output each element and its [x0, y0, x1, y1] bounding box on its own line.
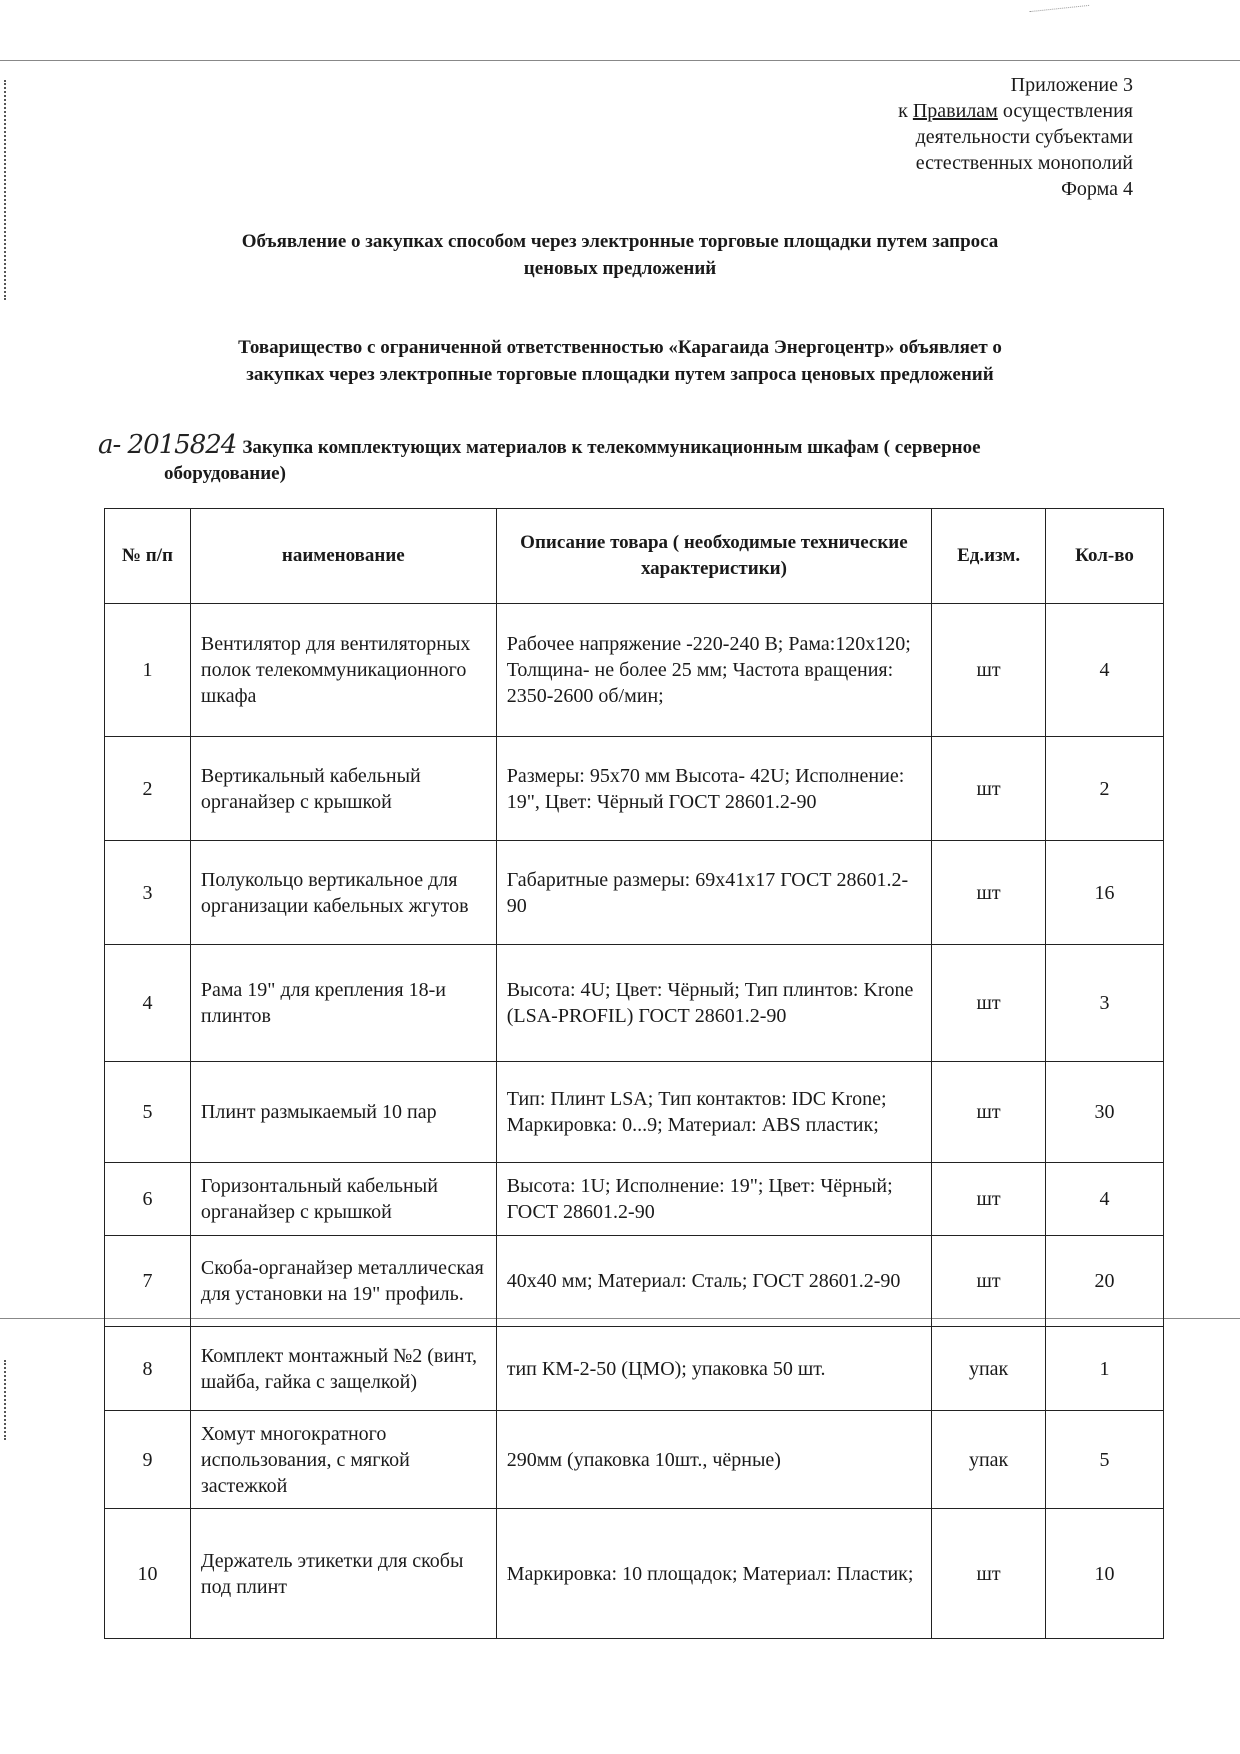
row-desc: Высота: 1U; Исполнение: 19"; Цвет: Чёрный; ГОСТ 28601.2-90	[496, 1163, 931, 1236]
row-unit: шт	[932, 604, 1046, 737]
lot-heading	[98, 432, 1138, 487]
document-title: Объявление о закупках способом через электронные торговые площадки путем запроса ценовых предложений	[241, 231, 999, 279]
row-num: 9	[105, 1411, 191, 1509]
row-num: 6	[105, 1163, 191, 1236]
table-row	[105, 1509, 1164, 1639]
row-num: 1	[105, 604, 191, 737]
table-row	[105, 945, 1164, 1062]
appendix-line-4: естественных монополий	[915, 152, 1133, 174]
row-name: Хомут многократного использования, с мягкой застежкой	[190, 1411, 496, 1509]
table-row	[105, 1236, 1164, 1327]
row-qty: 3	[1046, 945, 1164, 1062]
row-unit: шт	[932, 1163, 1046, 1236]
row-desc: тип КМ-2-50 (ЦМО); упаковка 50 шт.	[496, 1327, 931, 1411]
row-unit: упак	[932, 1411, 1046, 1509]
header-qty: Кол-во	[1046, 509, 1164, 604]
table-row	[105, 1327, 1164, 1411]
row-desc: Маркировка: 10 площадок; Материал: Пластик;	[496, 1509, 931, 1639]
row-num: 8	[105, 1327, 191, 1411]
header-num: № п/п	[105, 509, 191, 604]
row-desc: Тип: Плинт LSA; Тип контактов: IDC Krone; Маркировка: 0...9; Материал: ABS пластик;	[496, 1062, 931, 1163]
header-desc: Описание товара ( необходимые технические характеристики)	[496, 509, 931, 604]
form-number: Форма 4	[1061, 178, 1133, 200]
table-row	[105, 841, 1164, 945]
row-name: Вентилятор для вентиляторных полок телекоммуникационного шкафа	[190, 604, 496, 737]
header-name: наименование	[190, 509, 496, 604]
row-qty: 4	[1046, 604, 1164, 737]
row-name: Горизонтальный кабельный органайзер с крышкой	[190, 1163, 496, 1236]
table-row	[105, 1411, 1164, 1509]
lot-text-continued: оборудование)	[164, 463, 286, 484]
row-desc: Габаритные размеры: 69х41х17 ГОСТ 28601.2-90	[496, 841, 931, 945]
row-qty: 20	[1046, 1236, 1164, 1327]
row-desc: Высота: 4U; Цвет: Чёрный; Тип плинтов: Krone (LSA-PROFIL) ГОСТ 28601.2-90	[496, 945, 931, 1062]
table-row	[105, 604, 1164, 737]
row-num: 7	[105, 1236, 191, 1327]
table-header-row	[105, 509, 1164, 604]
row-qty: 10	[1046, 1509, 1164, 1639]
announcer-statement: Товарищество с ограниченной ответственностью «Карагаида Энергоцентр» объявляет о закупках через электропные торговые площадки путем запроса ценовых предложений	[238, 337, 1002, 385]
appendix-block	[898, 72, 1133, 202]
row-qty: 30	[1046, 1062, 1164, 1163]
row-unit: шт	[932, 945, 1046, 1062]
row-num: 4	[105, 945, 191, 1062]
scan-top-line	[0, 60, 1240, 61]
row-name: Держатель этикетки для скобы под плинт	[190, 1509, 496, 1639]
table-row	[105, 1163, 1164, 1236]
row-qty: 2	[1046, 737, 1164, 841]
row-qty: 1	[1046, 1327, 1164, 1411]
row-num: 2	[105, 737, 191, 841]
row-num: 10	[105, 1509, 191, 1639]
handwritten-lot-number: а- 2015824	[98, 430, 237, 460]
row-desc: 40х40 мм; Материал: Сталь; ГОСТ 28601.2-90	[496, 1236, 931, 1327]
scan-margin-marks	[4, 80, 12, 300]
row-num: 3	[105, 841, 191, 945]
items-table	[104, 508, 1164, 1639]
row-num: 5	[105, 1062, 191, 1163]
row-name: Комплект монтажный №2 (винт, шайба, гайка с защелкой)	[190, 1327, 496, 1411]
row-name: Рама 19" для крепления 18-и плинтов	[190, 945, 496, 1062]
scan-margin-marks	[4, 1360, 12, 1440]
row-name: Полукольцо вертикальное для организации кабельных жгутов	[190, 841, 496, 945]
row-unit: упак	[932, 1327, 1046, 1411]
row-unit: шт	[932, 737, 1046, 841]
row-desc: 290мм (упаковка 10шт., чёрные)	[496, 1411, 931, 1509]
appendix-line-3: деятельности субъектами	[915, 126, 1133, 148]
table-row	[105, 737, 1164, 841]
row-name: Вертикальный кабельный органайзер с крышкой	[190, 737, 496, 841]
row-unit: шт	[932, 1236, 1046, 1327]
row-unit: шт	[932, 1509, 1046, 1639]
scan-corner-mark	[1029, 5, 1090, 26]
appendix-number: Приложение 3	[1010, 74, 1133, 96]
row-unit: шт	[932, 841, 1046, 945]
row-unit: шт	[932, 1062, 1046, 1163]
row-name: Плинт размыкаемый 10 пар	[190, 1062, 496, 1163]
appendix-rules-line: к Правилам осуществления	[898, 100, 1133, 122]
rules-link[interactable]: Правилам	[912, 100, 998, 122]
row-desc: Рабочее напряжение -220-240 В; Рама:120х120; Толщина- не более 25 мм; Частота вращения: 2350-2600 об/мин;	[496, 604, 931, 737]
header-unit: Ед.изм.	[932, 509, 1046, 604]
row-qty: 16	[1046, 841, 1164, 945]
lot-text: Закупка комплектующих материалов к телекоммуникационным шкафам ( серверное	[242, 437, 981, 458]
row-desc: Размеры: 95х70 мм Высота- 42U; Исполнение: 19", Цвет: Чёрный ГОСТ 28601.2-90	[496, 737, 931, 841]
row-name: Скоба-органайзер металлическая для установки на 19" профиль.	[190, 1236, 496, 1327]
row-qty: 4	[1046, 1163, 1164, 1236]
row-qty: 5	[1046, 1411, 1164, 1509]
table-row	[105, 1062, 1164, 1163]
